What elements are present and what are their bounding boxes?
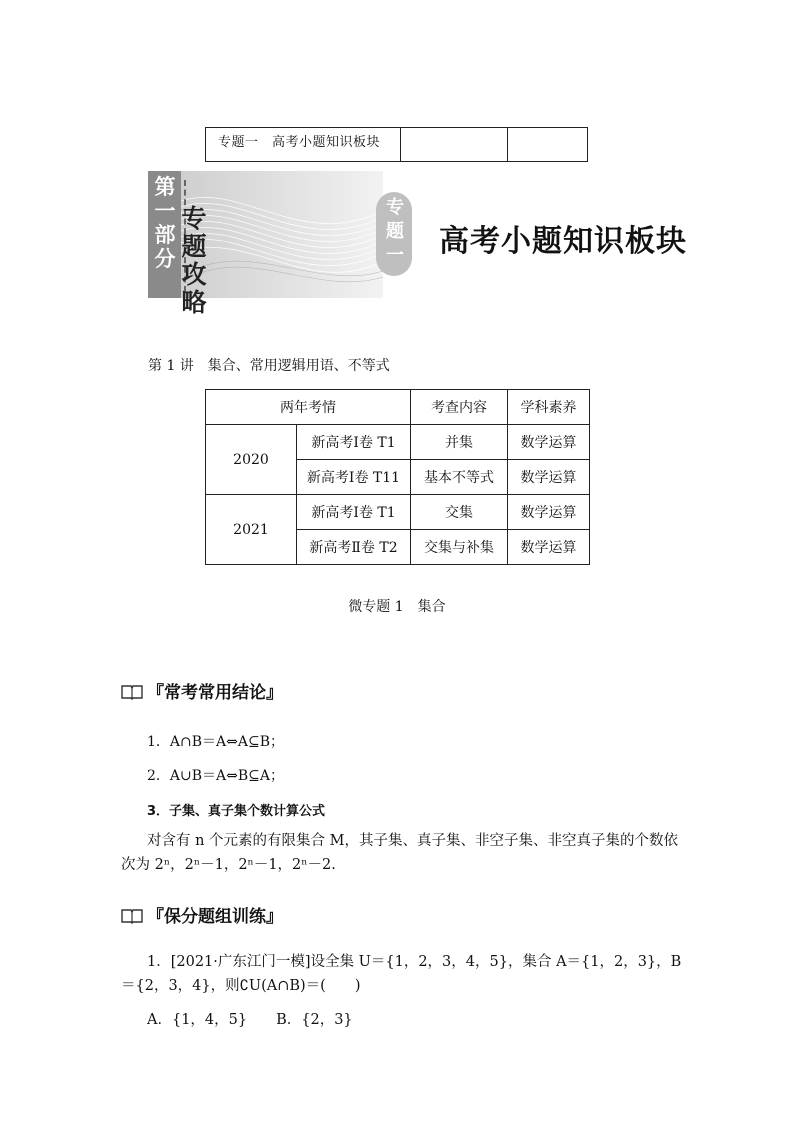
table-header: 考查内容 [411, 390, 508, 425]
formula-heading: 3．子集、真子集个数计算公式 [147, 804, 326, 819]
paper-cell: 新高考Ⅰ卷 T1 [297, 495, 411, 530]
content-cell: 交集与补集 [411, 530, 508, 565]
skill-cell: 数学运算 [508, 530, 590, 565]
question-text: 1．[2021·广东江门一模]设全集 U＝{1，2，3，4，5}，集合 A＝{1，2，3}，B＝{2，3，4}，则∁U(A∩B)＝( ) [121, 954, 682, 994]
section-heading [121, 902, 283, 927]
year-cell: 2021 [206, 495, 297, 565]
table-header: 两年考情 [206, 390, 411, 425]
lecture-title: 第 1 讲 集合、常用逻辑用语、不等式 [148, 358, 390, 374]
exam-table [205, 389, 590, 565]
formula-line: 2．A∪B＝A⇔B⊆A； [147, 768, 285, 784]
paper-cell: 新高考Ⅱ卷 T2 [297, 530, 411, 565]
header-divider [507, 128, 508, 161]
skill-cell: 数学运算 [508, 495, 590, 530]
content-cell: 并集 [411, 425, 508, 460]
content-cell: 交集 [411, 495, 508, 530]
year-cell: 2020 [206, 425, 297, 495]
part-label: 第一部分 [154, 174, 176, 271]
badge-label: 专题一 [386, 197, 404, 266]
section-title: 『保分题组训练』 [147, 907, 283, 927]
answer-options: A．{1，4，5} B．{2，3} [147, 1012, 353, 1028]
section-title: 『常考常用结论』 [147, 683, 283, 703]
paper-cell: 新高考Ⅰ卷 T11 [297, 460, 411, 495]
content-cell: 基本不等式 [411, 460, 508, 495]
book-icon [121, 908, 143, 924]
paper-cell: 新高考Ⅰ卷 T1 [297, 425, 411, 460]
skill-cell: 数学运算 [508, 460, 590, 495]
formula-line: 1．A∩B＝A⇔A⊆B； [147, 734, 285, 750]
main-title: 高考小题知识板块 [439, 224, 687, 259]
book-icon [121, 684, 143, 700]
section-label: 专题一 高考小题知识板块 [218, 135, 381, 150]
wave-graphic [181, 171, 383, 298]
table-header: 学科素养 [508, 390, 590, 425]
topic-label: 专题攻略 [181, 204, 207, 317]
subtopic-title: 微专题 1 集合 [348, 599, 446, 615]
skill-cell: 数学运算 [508, 425, 590, 460]
paragraph: 对含有 n 个元素的有限集合 M，其子集、真子集、非空子集、非空真子集的个数依次为 2ⁿ，2ⁿ－1，2ⁿ－1，2ⁿ－2. [121, 833, 679, 873]
section-heading [121, 678, 283, 703]
header-divider [400, 128, 401, 161]
